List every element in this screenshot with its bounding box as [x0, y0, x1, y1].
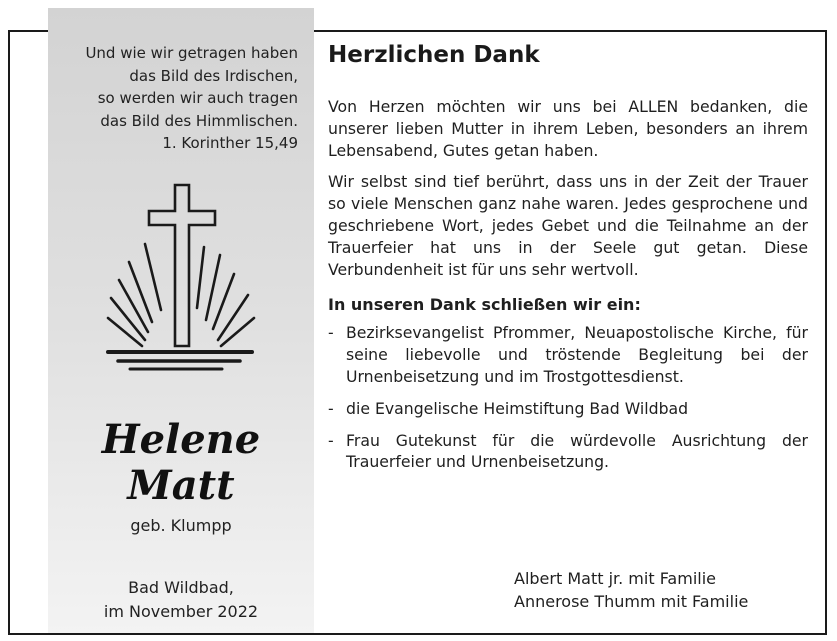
list-item — [328, 322, 808, 387]
bible-verse — [85, 42, 298, 155]
main-text — [328, 40, 808, 483]
verse-line: so werden wir auch tragen — [97, 89, 298, 107]
last-name: Matt — [127, 462, 235, 509]
verse-reference: 1. Korinther 15,49 — [162, 134, 298, 152]
paragraph: Von Herzen möchten wir uns bei ALLEN bedanken, die unserer lieben Mutter in ihrem Leben, besonders an ihrem Lebensabend, Gutes getan haben. — [328, 97, 808, 160]
signature-line: Albert Matt jr. mit Familie — [514, 569, 716, 588]
list-item-text: Frau Gutekunst für die würdevolle Ausrichtung der Trauerfeier und Urnenbeisetzung. — [346, 430, 808, 472]
list-item-text: die Evangelische Heimstiftung Bad Wildbad — [346, 398, 689, 418]
bullet: - — [328, 398, 334, 418]
heading: Herzlichen Dank — [328, 42, 540, 68]
date: im November 2022 — [103, 602, 259, 621]
list-item-text: Bezirksevangelist Pfrommer, Neuapostolische Kirche, für seine liebevolle und tröstende Begleitung bei der Urnenbeisetzung und im Trostgottesdienst. — [346, 323, 808, 386]
paragraph: Wir selbst sind tief berührt, dass uns in der Zeit der Trauer so viele Menschen ganz nahe waren. Jedes gesprochene und geschriebene Wort, jedes Gebet und die Teilnahme an der Trauerfeier hat uns in der Seele gut getan. Diese Verbundenheit ist für uns sehr wertvoll. — [328, 172, 808, 279]
signatures — [514, 568, 748, 613]
birth-name: geb. Klumpp — [130, 516, 232, 535]
place: Bad Wildbad, — [128, 578, 234, 597]
list-item — [328, 430, 808, 474]
cross-sunrise-icon — [106, 180, 256, 380]
verse-line: das Bild des Irdischen, — [129, 66, 298, 85]
list-item — [328, 398, 808, 420]
bullet: - — [328, 430, 334, 450]
bullet: - — [328, 323, 334, 343]
first-name: Helene — [101, 416, 261, 463]
thanks-list — [328, 322, 808, 473]
signature-line: Annerose Thumm mit Familie — [514, 591, 749, 611]
left-panel — [48, 8, 314, 633]
verse-line: Und wie wir getragen haben — [85, 44, 298, 62]
subheading: In unseren Dank schließen wir ein: — [328, 295, 641, 315]
verse-line: das Bild des Himmlischen. — [100, 111, 298, 130]
